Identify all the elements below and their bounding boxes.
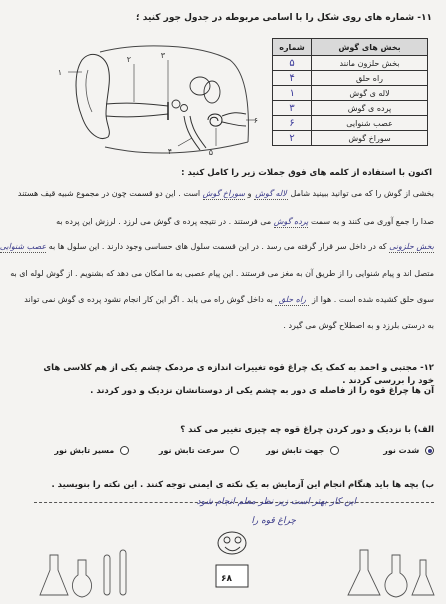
- radio-icon[interactable]: [230, 446, 239, 455]
- fill-line-3: [0, 241, 434, 253]
- option-label: شدت نور: [383, 446, 420, 455]
- fill-line-2: [32, 216, 434, 228]
- option-label: مسیر تابش نور: [54, 446, 115, 455]
- option-light-path[interactable]: [54, 446, 129, 455]
- option-light-speed[interactable]: [159, 446, 239, 455]
- table-row: [273, 56, 428, 71]
- fill-text: به داخل گوش راه می یابد . اگر این کار انجام نشود پرده ی گوش نمی تواند: [24, 295, 273, 304]
- eustachian-tube: [184, 116, 200, 150]
- table-cell-number[interactable]: ۶: [273, 116, 312, 131]
- option-label: جهت تابش نور: [266, 446, 325, 455]
- table-cell-part: سوراخ گوش: [312, 131, 428, 146]
- fill-text: به درستی بلرزد و به اصطلاح گوش می گیرد .: [283, 321, 434, 330]
- table-header-part: بخش های گوش: [312, 39, 428, 56]
- ear-canal-lower: [106, 114, 168, 117]
- table-cell-part: بخش حلزون مانند: [312, 56, 428, 71]
- ear-parts-table: [272, 38, 428, 146]
- table-header-row: [273, 39, 428, 56]
- mascot-eye: [224, 537, 230, 543]
- fill-blank-answer[interactable]: لاله گوش: [255, 189, 287, 198]
- table-row: [273, 131, 428, 146]
- question-12-line-2: آن ها چراغ قوه را از فاصله ی دور به چشم یکی از دوستانشان نزدیک و دور کردند .: [90, 386, 434, 396]
- diagram-label-6: ۶: [253, 116, 258, 125]
- radio-icon[interactable]: [120, 446, 129, 455]
- skull-outline: [100, 46, 248, 142]
- handwritten-answer[interactable]: این کار بهتر است زیر نظر معلم انجام شود: [196, 497, 356, 507]
- table-header-number: شماره: [273, 39, 312, 56]
- table-cell-number[interactable]: ۳: [273, 101, 312, 116]
- table-row: [273, 86, 428, 101]
- fill-blank-answer[interactable]: عصب شنوایی: [0, 242, 47, 251]
- fill-text: متصل اند و پیام شنوایی را از طریق آن به مغز می فرستند . این پیام عصبی به ما امکان می دهد که بشنویم . از گوش لوله ای به: [10, 269, 434, 278]
- fill-text: و: [247, 189, 252, 198]
- table-cell-number[interactable]: ۱: [273, 86, 312, 101]
- pinna-inner: [86, 70, 92, 112]
- table-row: [273, 116, 428, 131]
- radio-checked-icon[interactable]: [425, 446, 434, 455]
- flask-icon: [385, 555, 407, 597]
- auditory-nerve-2: [222, 122, 246, 126]
- flask-icon: [72, 560, 91, 597]
- fill-blank-answer[interactable]: راه حلق: [275, 294, 309, 306]
- ear-diagram: [57, 42, 265, 160]
- fill-line-1: [17, 188, 434, 200]
- option-label: سرعت تابش نور: [158, 446, 225, 455]
- diagram-label-4: ۴: [167, 147, 172, 156]
- option-light-direction[interactable]: [266, 446, 339, 455]
- fill-blank-answer[interactable]: سوراخ گوش: [202, 189, 246, 198]
- test-tube-icon: [104, 555, 110, 595]
- fill-text: بخشی از گوش را که می توانید ببینید شامل: [290, 189, 434, 198]
- question-12-part-b: ب) بچه ها باید هنگام انجام این آزمایش به یک نکته ی ایمنی توجه کنند . این نکته را بنویسید .: [51, 480, 434, 490]
- table-cell-part: عصب شنوایی: [312, 116, 428, 131]
- radio-icon[interactable]: [330, 446, 339, 455]
- diagram-label-2: ۲: [126, 55, 131, 64]
- auditory-nerve: [222, 113, 246, 116]
- bottom-illustration-svg: [20, 525, 446, 600]
- mascot-eye: [235, 537, 241, 543]
- table-row: [273, 101, 428, 116]
- leader-4: [178, 138, 192, 146]
- diagram-label-1: ۱: [57, 68, 62, 77]
- diagram-label-5: ۵: [208, 148, 213, 157]
- option-light-intensity[interactable]: [383, 446, 434, 455]
- ossicle-1: [172, 100, 180, 108]
- question-11-prompt: ۱۱- شماره های روی شکل را با اسامی مربوطه در جدول جور کنید ؛: [136, 13, 432, 23]
- flask-icon: [348, 550, 380, 595]
- flask-icon: [40, 555, 68, 595]
- bottom-illustration: [20, 525, 446, 600]
- flask-icon: [412, 560, 434, 595]
- fill-blank-answer[interactable]: پرده گوش: [273, 217, 309, 226]
- skull-lower: [105, 142, 248, 153]
- table-cell-part: پرده ی گوش: [312, 101, 428, 116]
- answer-options: [34, 446, 434, 478]
- fill-line-5: [24, 294, 434, 306]
- table-cell-number[interactable]: ۵: [273, 56, 312, 71]
- fill-blank-answer[interactable]: بخش حلزونی: [389, 242, 434, 251]
- ear-diagram-svg: [57, 42, 265, 160]
- semicircular-canal-1: [190, 77, 210, 95]
- fill-line-6: [32, 320, 434, 331]
- semicircular-canal-2: [204, 81, 220, 103]
- fill-text: سوی حلق کشیده شده است . هوا از: [312, 295, 434, 304]
- fill-text: است . این دو قسمت چون در مجموع شبیه قیف هستند: [17, 189, 201, 198]
- test-tube-icon: [120, 550, 126, 595]
- question-12-part-a: الف) با نزدیک و دور کردن چراغ قوه چه چیزی تغییر می کند ؟: [180, 425, 434, 435]
- ossicle-2: [181, 105, 188, 112]
- table-cell-number[interactable]: ۲: [273, 131, 312, 146]
- fill-text: صدا را جمع آوری می کنند و به سمت: [310, 217, 434, 226]
- table-row: [273, 71, 428, 86]
- pinna-shape: [76, 54, 109, 138]
- fill-line-4: [10, 268, 434, 279]
- eustachian-tube-2: [190, 116, 206, 148]
- page-number: ۶۸: [221, 574, 232, 584]
- ear-canal: [106, 103, 168, 106]
- question-12-line-1: ۱۲- مجتبی و احمد به کمک یک چراغ قوه تغییرات اندازه ی مردمک چشم یکی از هم کلاسی های خود را بررسی کردند .: [43, 363, 434, 386]
- fill-section-title: اکنون با استفاده از کلمه های فوق جملات زیر را کامل کنید :: [181, 168, 432, 178]
- fill-text: می فرستند . در نتیجه پرده ی گوش می لرزد . لرزش این پرده به: [56, 217, 272, 226]
- diagram-label-3: ۳: [160, 51, 165, 60]
- mascot-mouth: [225, 547, 240, 551]
- cochlea-spiral: [208, 114, 222, 126]
- table-cell-number[interactable]: ۴: [273, 71, 312, 86]
- table-cell-part: راه حلق: [312, 71, 428, 86]
- handwritten-answer-2[interactable]: چراغ قوه را: [251, 516, 296, 526]
- fill-text: که در داخل سر قرار گرفته می رسد . در این قسمت سلول های حساسی وجود دارند . این سلول ها به: [48, 242, 387, 251]
- table-cell-part: لاله ی گوش: [312, 86, 428, 101]
